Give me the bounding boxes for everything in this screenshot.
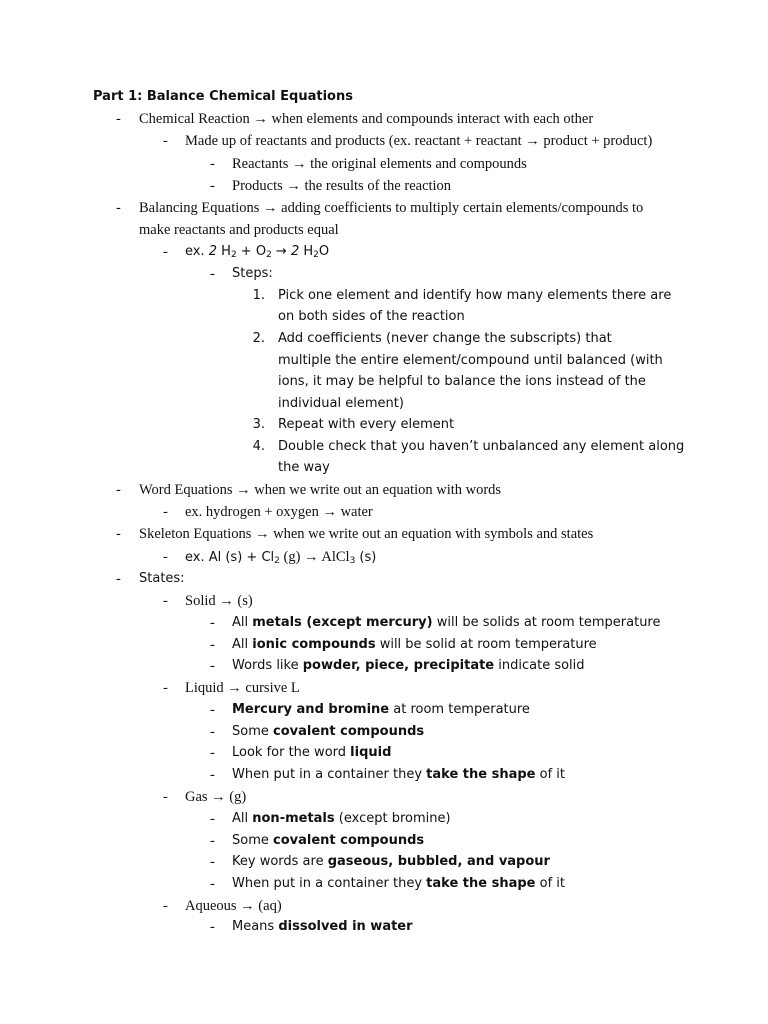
step-item-cont [0,457,768,479]
bullet-dash: - [210,724,215,740]
gas-item: Key words are gaseous, bubbled, and vapour [232,854,550,869]
skeleton-eq-example: ex. Al $(s) + Cl_2$ (g) → AlCl$_3$ (s) [185,549,377,566]
bullet-line [0,479,768,501]
step-item [0,414,768,436]
bullet-line [0,197,768,219]
bullet-dash: - [116,111,121,127]
bullet-dash: - [116,482,121,498]
bullet-dash: - [210,876,215,892]
gas-item: All non-metals (except bromine) [232,811,451,826]
bullet-line [0,153,768,175]
bullet-line [0,568,768,590]
solid-item: Words like powder, piece, precipitate indicate solid [232,658,585,673]
bullet-dash: - [210,637,215,653]
step-number: 1. [252,288,265,303]
step-text: multiple the entire element/compound until balanced (with [278,353,663,368]
bullet-dash: - [210,615,215,631]
skeleton-eq-term: Skeleton Equations → when we write out an equation with symbols and states [139,526,594,542]
step-item [0,285,768,307]
step-item [0,436,768,458]
bullet-line [0,546,768,568]
products-text: Products → the results of the reaction [232,178,452,194]
bullet-dash: - [163,789,168,805]
gas-item: Some covalent compounds [232,833,425,848]
bullet-line [0,590,768,612]
bullet-line [0,108,768,130]
bullet-line [0,851,768,873]
step-number: 4. [252,439,265,454]
bullet-line [0,130,768,152]
bullet-dash: - [163,133,168,149]
liquid-item: Some covalent compounds [232,724,425,739]
step-text: Pick one element and identify how many elements there are [278,288,672,303]
bullet-dash: - [210,178,215,194]
bullet-dash: - [210,854,215,870]
bullet-line [0,175,768,197]
bullet-line [0,634,768,656]
bullet-dash: - [163,549,168,565]
step-text: Repeat with every element [278,417,455,432]
liquid-term: Liquid → cursive L [185,680,300,696]
bullet-dash: - [163,593,168,609]
bullet-line [0,742,768,764]
bullet-dash: - [210,767,215,783]
gas-item: When put in a container they take the shape of it [232,876,565,891]
liquid-item: Look for the word liquid [232,745,392,760]
bullet-dash: - [116,200,121,216]
bullet-line [0,895,768,917]
bullet-dash: - [163,898,168,914]
bullet-line [0,764,768,786]
bullet-line [0,677,768,699]
bullet-dash: - [116,526,121,542]
bullet-dash: - [163,244,168,260]
bullet-line [0,263,768,285]
aqueous-item: Means dissolved in water [232,919,413,934]
liquid-item: Mercury and bromine at room temperature [232,702,530,717]
balancing-term-cont: make reactants and products equal [139,222,339,238]
bullet-dash: - [210,156,215,172]
bullet-dash: - [210,833,215,849]
solid-item: All ionic compounds will be solid at room temperature [232,637,597,652]
page-title: Part 1: Balance Chemical Equations [93,89,353,104]
made-up-text: Made up of reactants and products (ex. reactant + reactant → product + product) [185,133,653,149]
reactants-text: Reactants → the original elements and compounds [232,156,527,172]
step-text: individual element) [278,396,404,411]
word-eq-term: Word Equations → when we write out an equation with words [139,482,502,498]
bullet-dash: - [210,919,215,935]
states-label: States: [139,571,185,586]
bullet-line [0,241,768,263]
bullet-line [0,873,768,895]
bullet-dash: - [163,504,168,520]
bullet-dash: - [163,680,168,696]
bullet-line [0,808,768,830]
solid-item: All metals (except mercury) will be solids at room temperature [232,615,661,630]
liquid-item: When put in a container they take the shape of it [232,767,565,782]
gas-term: Gas → (g) [185,789,247,805]
bullet-line [0,916,768,938]
bullet-line [0,721,768,743]
word-eq-example: ex. hydrogen + oxygen → water [185,504,373,520]
step-item-cont [0,350,768,372]
step-number: 3. [252,417,265,432]
bullet-line [0,655,768,677]
bullet-line [0,699,768,721]
step-text: on both sides of the reaction [278,309,465,324]
step-text: Add coefficients (never change the subscripts) that [278,331,612,346]
step-item-cont [0,371,768,393]
bullet-line [0,523,768,545]
bullet-dash: - [210,811,215,827]
step-item-cont [0,393,768,415]
step-text: Double check that you haven’t unbalanced any element along [278,439,685,454]
bullet-line [0,612,768,634]
bullet-line [0,786,768,808]
step-text: the way [278,460,330,475]
bullet-line [0,830,768,852]
bullet-dash: - [116,571,121,587]
bullet-dash: - [210,266,215,282]
bullet-dash: - [210,702,215,718]
bullet-line [0,501,768,523]
continuation-line [0,219,768,241]
chem-reaction-term: Chemical Reaction → when elements and compounds interact with each other [139,111,594,127]
balancing-example: ex. 2 $H_2 + O_2 \to 2$ $H_2O$ [185,244,330,260]
bullet-dash: - [210,745,215,761]
step-item-cont [0,306,768,328]
steps-label: Steps: [232,266,273,281]
step-number: 2. [252,331,265,346]
step-item [0,328,768,350]
balancing-term: Balancing Equations → adding coefficients to multiply certain elements/compounds to [139,200,644,216]
aqueous-term: Aqueous → (aq) [185,898,282,914]
heading-line [0,86,768,108]
solid-term: Solid → (s) [185,593,253,609]
step-text: ions, it may be helpful to balance the ions instead of the [278,374,646,389]
bullet-dash: - [210,658,215,674]
